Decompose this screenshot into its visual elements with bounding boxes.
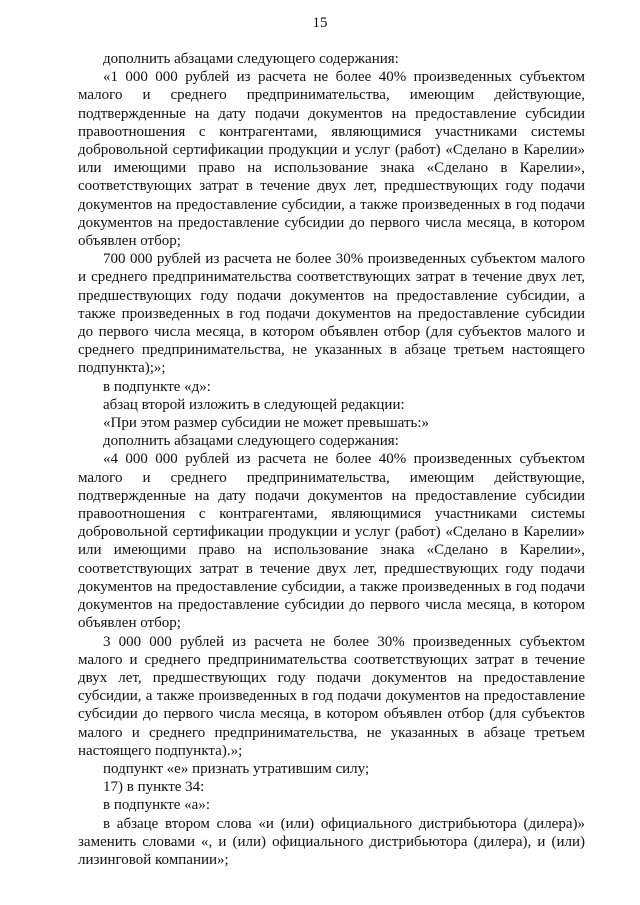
page-number: 15 (312, 15, 328, 31)
paragraph: в подпункте «а»: (103, 797, 210, 814)
paragraph: дополнить абзацами следующего содержания: (103, 51, 399, 67)
paragraph: «При этом размер субсидии не может превышать:» (103, 415, 430, 432)
paragraph: 17) в пункте 34: (103, 779, 205, 796)
paragraph: в подпункте «д»: (103, 378, 211, 395)
paragraph: в абзаце втором слова «и (или) официального дистрибьютора (дилера)» заменить словами «, и (или) официального дистрибьютора (дилера), и (или) лизинговой компании»; (78, 815, 585, 868)
paragraph: абзац второй изложить в следующей редакции: (103, 396, 405, 413)
paragraph: 3 000 000 рублей из расчета не более 30% произведенных субъектом малого и среднего предпринимательства соответствующих затрат в течение двух лет, предшествующих году подачи документов на предоставление субсидии, а также произведенных в год подачи документов на предоставление субсидии до первого числа месяца, в котором объявлен отбор (для субъектов малого и среднего предпринимательства, не указанных в абзаце третьем настоящего подпункта).»; (78, 633, 585, 759)
paragraph: подпункт «е» признать утратившим силу; (103, 760, 370, 777)
paragraph: «1 000 000 рублей из расчета не более 40% произведенных субъектом малого и среднего предпринимательства, имеющим действующие, подтвержденные на дату подачи документов на предоставление субсидии правоотношения с контрагентами, являющимися участниками системы добровольной сертификации продукции и услуг (работ) «Сделано в Карелии» или имеющими право на использование знака «Сделано в Карелии», соответствующих затрат в течение двух лет, предшествующих году подачи документов на предоставление субсидии, а также произведенных в год подачи документов на предоставление субсидии до первого числа месяца, в котором объявлен отбор; (78, 69, 585, 250)
paragraph: дополнить абзацами следующего содержания: (103, 433, 399, 450)
document-body (78, 50, 585, 869)
paragraph: 700 000 рублей из расчета не более 30% произведенных субъектом малого и среднего предпринимательства соответствующих затрат в течение двух лет, предшествующих году подачи документов на предоставление субсидии, а также произведенных в год подачи документов на предоставление субсидии до первого числа месяца, в котором объявлен отбор (для субъектов малого и среднего предпринимательства, не указанных в абзаце третьем настоящего подпункта);»; (78, 251, 585, 377)
paragraph: «4 000 000 рублей из расчета не более 40% произведенных субъектом малого и среднего предпринимательства, имеющим действующие, подтвержденные на дату подачи документов на предоставление субсидии правоотношения с контрагентами, являющимися участниками системы добровольной сертификации продукции и услуг (работ) «Сделано в Карелии» или имеющими право на использование знака «Сделано в Карелии», соответствующих затрат в течение двух лет, предшествующих году подачи документов на предоставление субсидии, а также произведенных в год подачи документов на предоставление субсидии до первого числа месяца, в котором объявлен отбор; (78, 451, 585, 632)
